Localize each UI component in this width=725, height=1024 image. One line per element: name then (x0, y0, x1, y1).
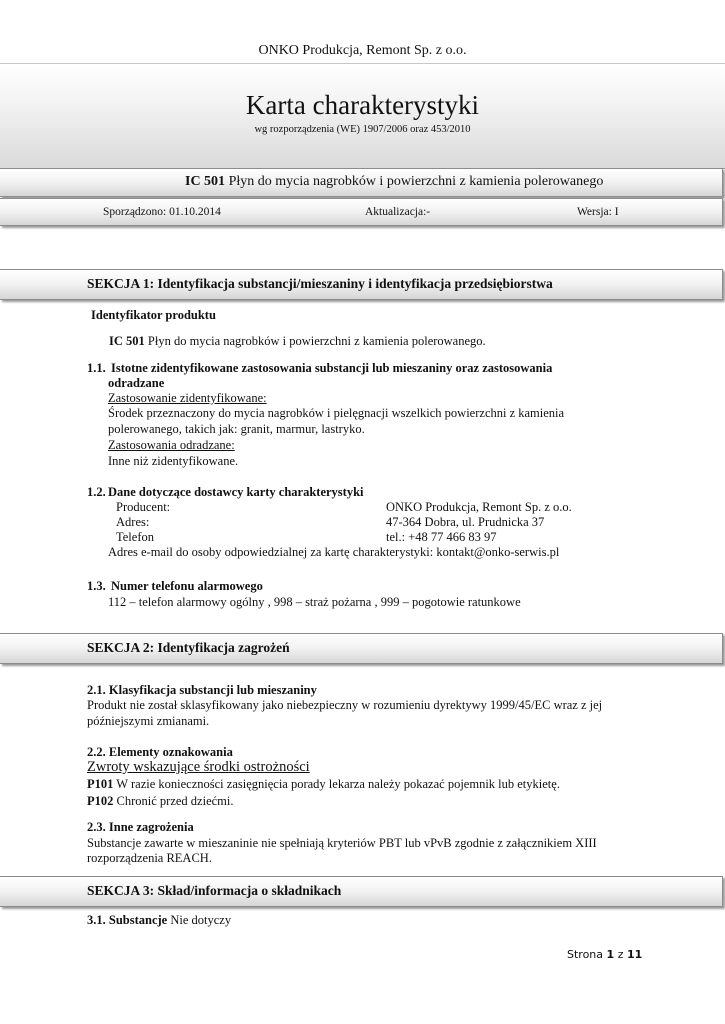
s21-line1: Produkt nie został sklasyfikowany jako niebezpieczny w rozumieniu dyrektywy 1999/45/EC wraz z jej (87, 698, 603, 712)
advised-against-text: Inne niż zidentyfikowane. (108, 454, 239, 468)
advised-against-label: Zastosowania odradzane: (108, 438, 235, 452)
s23-title: 2.3. Inne zagrożenia (87, 820, 194, 834)
page-current: 1 (606, 948, 615, 961)
product-title (185, 174, 603, 190)
company-header: ONKO Produkcja, Remont Sp. z o.o. (258, 43, 467, 58)
s31-line (87, 913, 231, 928)
s13-number: 1.3. (87, 579, 106, 593)
section-2-header (0, 633, 723, 664)
version: Wersja: I (577, 206, 619, 218)
p102-text: Chronić przed dziećmi. (116, 794, 234, 808)
s31-text: Nie dotyczy (170, 913, 232, 927)
s13-text: 112 – telefon alarmowy ogólny , 998 – straż pożarna , 999 – pogotowie ratunkowe (108, 595, 521, 609)
page-word: Strona (567, 948, 604, 961)
page-total: 11 (626, 948, 643, 961)
uses-line1: Środek przeznaczony do mycia nagrobków i pielęgnacji wszelkich powierzchni z kamienia (108, 406, 565, 420)
producer-label: Producent: (116, 500, 171, 514)
precaution-heading: Zwroty wskazujące środki ostrożności (87, 759, 310, 775)
s12-number: 1.2. (87, 485, 106, 499)
address-label: Adres: (116, 515, 150, 529)
s31-title: 3.1. Substancje (87, 913, 168, 927)
document-subtitle: wg rozporządzenia (WE) 1907/2006 oraz 453/2010 (254, 124, 471, 135)
s23-line2: rozporządzenia REACH. (87, 851, 212, 865)
email-line: Adres e-mail do osoby odpowiedzialnej za kartę charakterystyki: kontakt@onko-serwis.pl (108, 545, 560, 559)
s21-line2: późniejszymi zmianami. (87, 714, 210, 728)
producer-value: ONKO Produkcja, Remont Sp. z o.o. (386, 500, 572, 514)
section-2-title: SEKCJA 2: Identyfikacja zagrożeń (87, 640, 290, 655)
document-meta-band (0, 198, 723, 226)
p102-code: P102 (87, 794, 114, 808)
identifier-line (109, 334, 486, 349)
s11-number: 1.1. (87, 361, 106, 375)
phone-value: tel.: +48 77 466 83 97 (386, 530, 497, 544)
title-banner (0, 63, 725, 169)
product-code: IC 501 (185, 174, 226, 189)
uses-label: Zastosowanie zidentyfikowane: (108, 391, 267, 405)
page-number (567, 948, 642, 961)
s12-title: Dane dotyczące dostawcy karty charakterystyki (108, 485, 364, 499)
s22-title: 2.2. Elementy oznakowania (87, 745, 233, 759)
prepared-date: Sporządzono: 01.10.2014 (103, 206, 221, 218)
s21-title: 2.1. Klasyfikacja substancji lub mieszaniny (87, 683, 317, 697)
section-1-title: SEKCJA 1: Identyfikacja substancji/mieszaniny i identyfikacja przedsiębiorstwa (87, 276, 553, 291)
s11-title-line1: Istotne zidentyfikowane zastosowania substancji lub mieszaniny oraz zastosowania (111, 361, 553, 375)
p101-line (87, 777, 560, 792)
s11-title-line2: odradzane (108, 376, 165, 390)
of-word: z (617, 948, 624, 961)
product-band (0, 168, 723, 197)
address-value: 47-364 Dobra, ul. Prudnicka 37 (386, 515, 545, 529)
identifier-heading: Identyfikator produktu (91, 308, 216, 322)
document-title: Karta charakterystyki (245, 90, 480, 120)
product-name: Płyn do mycia nagrobków i powierzchni z kamienia polerowanego (228, 174, 604, 189)
p102-line (87, 794, 233, 809)
section-3-header (0, 876, 723, 907)
identifier-text: Płyn do mycia nagrobków i powierzchni z kamienia polerowanego. (147, 334, 486, 348)
identifier-code: IC 501 (109, 334, 145, 348)
s23-line1: Substancje zawarte w mieszaninie nie spełniają kryteriów PBT lub vPvB zgodnie z załącznikiem XIII (87, 836, 597, 850)
section-3-title: SEKCJA 3: Skład/informacja o składnikach (87, 883, 342, 898)
phone-label: Telefon (116, 530, 154, 544)
update-date: Aktualizacja:- (365, 206, 431, 218)
p101-code: P101 (87, 777, 114, 791)
uses-line2: polerowanego, takich jak: granit, marmur, lastryko. (108, 422, 365, 436)
section-1-header (0, 269, 723, 300)
p101-text: W razie konieczności zasięgnięcia porady lekarza należy pokazać pojemnik lub etykietę. (116, 777, 560, 791)
s13-title: Numer telefonu alarmowego (111, 579, 263, 593)
